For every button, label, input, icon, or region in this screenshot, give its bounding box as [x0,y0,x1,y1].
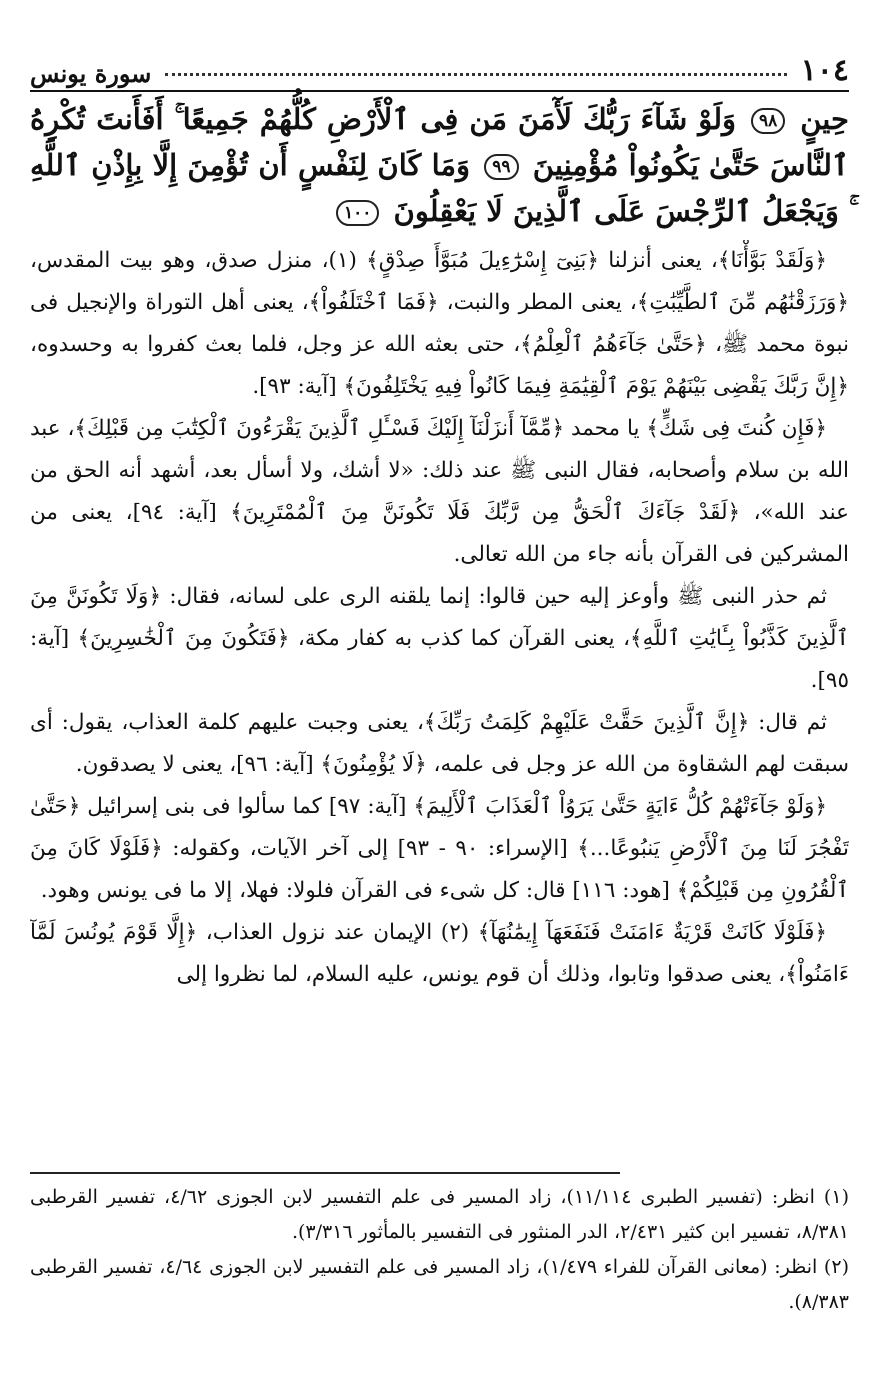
page-number: ١٠٤ [800,53,849,88]
paragraph: ﴿وَلَقَدْ بَوَّأْنَا﴾، يعنى أنزلنا ﴿بَنِىٓ إِسْرَٰٓءِيلَ مُبَوَّأَ صِدْقٍ﴾ (١)، منزل صدق، وهو بيت المقدس، ﴿وَرَزَقْنَٰهُم مِّنَ ٱلطَّيِّبَٰتِ﴾، يعنى المطر والنبت، ﴿فَمَا ٱخْتَلَفُواْ﴾، يعنى أهل التوراة والإنجيل فى نبوة محمد ﷺ، ﴿حَتَّىٰ جَآءَهُمُ ٱلْعِلْمُ﴾، حتى بعثه الله عز وجل، فلما بعث كفروا به وحسدوه، ﴿إِنَّ رَبَّكَ يَقْضِى بَيْنَهُمْ يَوْمَ ٱلْقِيَٰمَةِ فِيمَا كَانُواْ فِيهِ يَخْتَلِفُونَ﴾ [آية: ٩٣]. [30,248,849,399]
surah-title: سورة يونس [30,59,152,88]
footnote-separator [30,1172,620,1174]
tafsir-body [30,240,849,1168]
paragraph: ثم قال: ﴿إِنَّ ٱلَّذِينَ حَقَّتْ عَلَيْهِمْ كَلِمَتُ رَبِّكَ﴾، يعنى وجبت عليهم كلمة العذاب، يقول: أى سبقت لهم الشقاوة من الله عز وجل فى علمه، ﴿لَا يُؤْمِنُونَ﴾ [آية: ٩٦]، يعنى لا يصدقون. [30,710,849,777]
paragraph: ﴿وَلَوْ جَآءَتْهُمْ كُلُّ ءَايَةٍ حَتَّىٰ يَرَوُاْ ٱلْعَذَابَ ٱلْأَلِيمَ﴾ [آية: ٩٧] كما سألوا فى بنى إسرائيل ﴿حَتَّىٰ تَفْجُرَ لَنَا مِنَ ٱلْأَرْضِ يَنبُوعًا...﴾ [الإسراء: ٩٠ - ٩٣] إلى آخر الآيات، وكقوله: ﴿فَلَوْلَا كَانَ مِنَ ٱلْقُرُونِ مِن قَبْلِكُمْ﴾ [هود: ١١٦] قال: كل شىء فى القرآن فلولا: فهلا، إلا ما فى يونس وهود. [30,794,849,903]
verse-number-marker: ٩٩ [484,154,518,180]
paragraph: ﴿فَإِن كُنتَ فِى شَكٍّ﴾ يا محمد ﴿مِّمَّآ أَنزَلْنَآ إِلَيْكَ فَسْـَٔلِ ٱلَّذِينَ يَقْرَءُونَ ٱلْكِتَٰبَ مِن قَبْلِكَ﴾، عبد الله بن سلام وأصحابه، فقال النبى ﷺ عند ذلك: «لا أشك، ولا أسأل بعد، أشهد أنه الحق من عند الله»، ﴿لَقَدْ جَآءَكَ ٱلْحَقُّ مِن رَّبِّكَ فَلَا تَكُونَنَّ مِنَ ٱلْمُمْتَرِينَ﴾ [آية: ٩٤]، يعنى من المشركين فى القرآن بأنه جاء من الله تعالى. [30,416,849,567]
quran-verses [30,96,849,234]
verse-text: وَلَوْ شَآءَ رَبُّكَ لَأٓمَنَ مَن فِى ٱلْأَرْضِ كُلُّهُمْ جَمِيعًا ۚ أَفَأَنتَ تُكْرِهُ ٱلنَّاسَ حَتَّىٰ يَكُونُواْ مُؤْمِنِينَ [30,102,849,182]
footnote: (١) انظر: (تفسير الطبرى ١١/١١٤)، زاد المسير فى علم التفسير لابن الجوزى ٤/٦٢، تفسير القرطبى ٨/٣٨١، تفسير ابن كثير ٢/٤٣١، الدر المنثور فى التفسير بالمأثور ٣/٣١٦). [30,1186,849,1243]
paragraph: ثم حذر النبى ﷺ وأوعز إليه حين قالوا: إنما يلقنه الرى على لسانه، فقال: ﴿وَلَا تَكُونَنَّ مِنَ ٱلَّذِينَ كَذَّبُواْ بِـَٔايَٰتِ ٱللَّهِ﴾، يعنى القرآن كما كذب به كفار مكة، ﴿فَتَكُونَ مِنَ ٱلْخَٰسِرِينَ﴾ [آية: ٩٥]. [30,584,849,693]
footnotes [30,1180,849,1320]
verse-number-marker: ١٠٠ [336,200,379,226]
footnote: (٢) انظر: (معانى القرآن للفراء ١/٤٧٩)، زاد المسير فى علم التفسير لابن الجوزى ٤/٦٤، تفسير القرطبى ٨/٣٨٣). [30,1256,849,1313]
header-dotted-leader [165,73,786,76]
verse-number-marker: ٩٨ [751,108,785,134]
paragraph: ﴿فَلَوْلَا كَانَتْ قَرْيَةٌ ءَامَنَتْ فَنَفَعَهَآ إِيمَٰنُهَآ﴾ (٢) الإيمان عند نزول العذاب، ﴿إِلَّا قَوْمَ يُونُسَ لَمَّآ ءَامَنُواْ﴾، يعنى صدقوا وتابوا، وذلك أن قوم يونس، عليه السلام، لما نظروا إلى [30,920,849,987]
page-header [30,46,849,92]
verse-text: وَمَا كَانَ لِنَفْسٍ أَن تُؤْمِنَ إِلَّا بِإِذْنِ ٱللَّهِ ۚ وَيَجْعَلُ ٱلرِّجْسَ عَلَى ٱلَّذِينَ لَا يَعْقِلُونَ [30,148,849,228]
verse-fragment: حِينٍ [800,102,849,136]
